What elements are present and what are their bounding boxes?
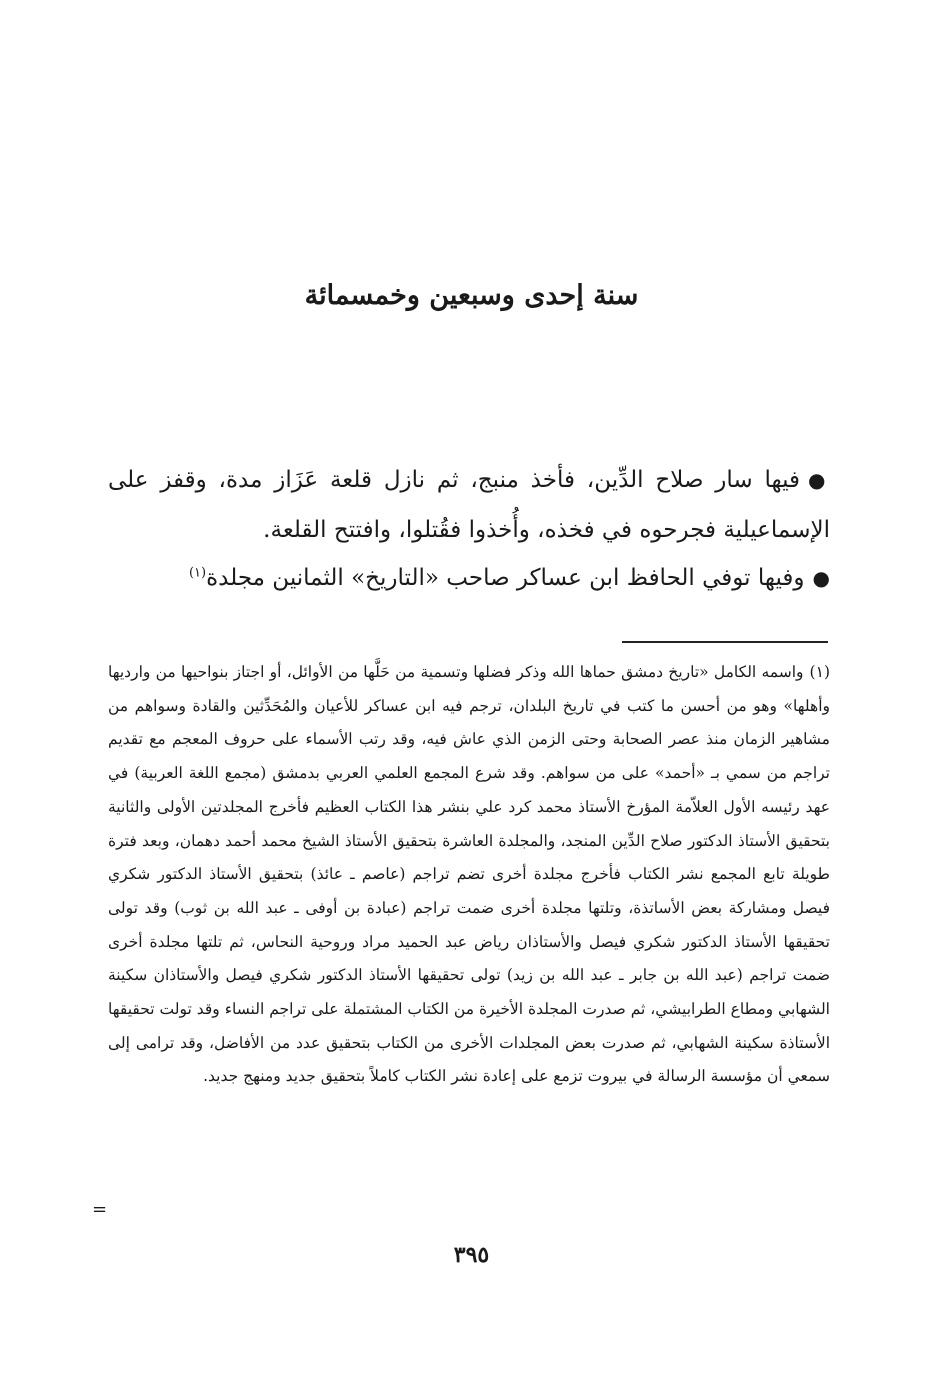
bullet-icon: ●: [808, 468, 831, 492]
footnote-separator: [622, 641, 828, 643]
footnote: [108, 656, 830, 1094]
page-number: ٣٩٥: [453, 1242, 490, 1268]
continuation-mark: =: [92, 1199, 108, 1220]
paragraph-1: [108, 455, 830, 555]
paragraph-2-text: وفيها توفي الحافظ ابن عساكر صاحب «التاريخ» الثمانين مجلدة: [206, 565, 805, 591]
bullet-icon: ●: [812, 566, 830, 590]
chapter-title: سنة إحدى وسبعين وخمسمائة: [304, 280, 639, 311]
footnote-marker: (١): [809, 663, 830, 681]
footnote-reference[interactable]: (١): [188, 565, 207, 581]
footnote-text: واسمه الكامل «تاريخ دمشق حماها الله وذكر فضلها وتسمية من حَلَّها من الأوائل، أو اجتاز بنواحيها من وارديها وأهلها» وهو من أحسن ما كتب في تاريخ البلدان، ترجم فيه ابن عساكر للأعيان والمُحَدِّثين والقادة وسواهم من مشاهير الزمان منذ عصر الصحابة وحتى الزمن الذي عاش فيه، وقد رتب الأسماء على حروف المعجم مع تقديم تراجم من سمي بـ «أحمد» على من سواهم. وقد شرع المجمع العلمي العربي بدمشق (مجمع اللغة العربية) في عهد رئيسه الأول العلاّمة المؤرخ الأستاذ محمد كرد علي بنشر هذا الكتاب العظيم فأخرج المجلدتين الأولى والثانية بتحقيق الأستاذ الدكتور صلاح الدِّين المنجد، والمجلدة العاشرة بتحقيق الأستاذ الشيخ محمد أحمد دهمان، وبعد فترة طويلة تابع المجمع نشر الكتاب فأخرج مجلدة أخرى تضم تراجم (عاصم ـ عائذ) بتحقيق الأستاذ الدكتور شكري فيصل ومشاركة بعض الأساتذة، وتلتها مجلدة أخرى ضمت تراجم (عبادة بن أوفى ـ عبد الله بن ثوب) وقد تولى تحقيقها الأستاذ الدكتور شكري فيصل والأستاذان رياض عبد الحميد مراد وروحية النحاس، ثم تلتها مجلدة أخرى ضمت تراجم (عبد الله بن جابر ـ عبد الله بن زيد) تولى تحقيقها الأستاذ الدكتور شكري فيصل والأستاذان سكينة الشهابي ومطاع الطرابيشي، ثم صدرت المجلدة الأخيرة من الكتاب المشتملة على تراجم النساء وقد تولت تحقيقها الأستاذة سكينة الشهابي، ثم صدرت بعض المجلدات الأخرى من الكتاب بتحقيق عدد من الأفاضل، وقد ترامى إلى سمعي أن مؤسسة الرسالة في بيروت تزمع على إعادة نشر الكتاب كاملاً بتحقيق جديد ومنهج جديد.: [108, 663, 830, 1086]
paragraph-2: [108, 553, 830, 603]
paragraph-1-text: فيها سار صلاح الدِّين، فأخذ منبج، ثم نازل قلعة عَزَاز مدة، وقفز على الإسماعيلية فجرحوه في فخذه، وأُخذوا فقُتلوا، وافتتح القلعة.: [108, 467, 830, 543]
